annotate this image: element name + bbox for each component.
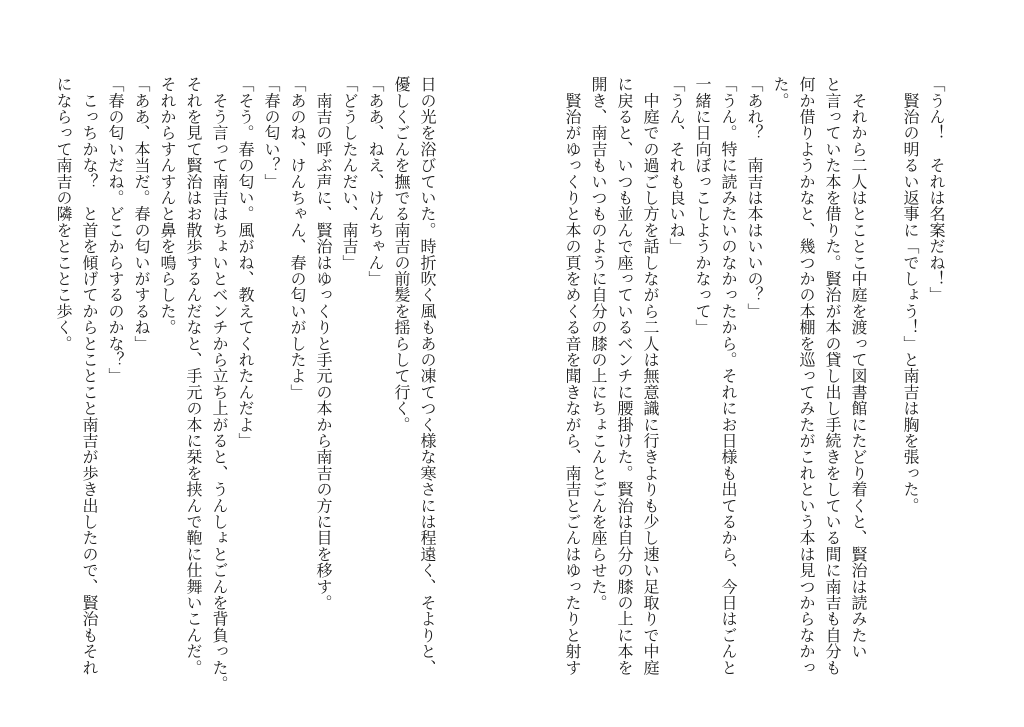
text-line: と言っていた本を借りた。賢治が本の貸し出し手続きをしている間に南吉も自分も — [823, 76, 842, 676]
text-line: 中庭での過ごし方を話しながら二人は無意識に行きよりも少し速い足取りで中庭 — [641, 76, 660, 676]
text-line: 優しくごんを撫でる南吉の前髪を揺らして行く。 — [392, 76, 411, 433]
text-line: 「あれ？ 南吉は本はいいの？」 — [745, 76, 764, 319]
text-line: 賢治がゆっくりと本の頁をめくる音を聞きながら、南吉とごんはゆったりと射す — [563, 76, 582, 676]
text-line: 「うん。特に読みたいのなかったから。それにお日様も出てるから、今日はごんと — [719, 76, 738, 676]
text-line: 一緒に日向ぼっこしようかなって」 — [693, 76, 712, 336]
text-line: 南吉の呼ぶ声に、賢治はゆっくりと手元の本から南吉の方に目を移す。 — [314, 76, 333, 611]
text-line: に戻ると、いつも並んで座っているベンチに腰掛けた。賢治は自分の膝の上に本を — [615, 76, 634, 676]
text-line: それからすんすんと鼻を鳴らした。 — [158, 76, 177, 336]
text-line: そう言って南吉はちょいとベンチから立ち上がると、うんしょとごんを背負った。 — [210, 76, 229, 692]
text-line: 「春の匂い？」 — [262, 76, 281, 190]
text-line: こっちかな？ と首を傾げてからとことこと南吉が歩き出したので、賢治もそれ — [80, 76, 99, 676]
text-line: 「春の匂いだね。どこからするのかな？」 — [106, 76, 125, 384]
text-line: 何か借りようかなと、幾つかの本棚を巡ってみたがこれという本は見つからなかっ — [797, 76, 816, 676]
right-page — [512, 0, 1024, 727]
text-line: 「うん！ それは名案だね！」 — [927, 76, 946, 303]
text-line: それを見て賢治はお散歩するんだなと、手元の本に栞を挟んで鞄に仕舞いこんだ。 — [184, 76, 203, 676]
text-line: 「どうしたんだい、南吉」 — [340, 76, 359, 271]
text-line: 「ああ、本当だ。春の匂いがするね」 — [132, 76, 151, 352]
text-line: 日の光を浴びていた。時折吹く風もあの凍てつく様な寒さには程遠く、そよりと、 — [418, 76, 437, 676]
text-line: それから二人はとことこ中庭を渡って図書館にたどり着くと、賢治は読みたい — [849, 76, 868, 660]
text-line: にならって南吉の隣をとことこ歩く。 — [54, 76, 73, 352]
blank-line — [872, 76, 896, 686]
text-line: 開き、南吉もいつものように自分の膝の上にちょこんとごんを座らせた。 — [589, 76, 608, 611]
text-line: 賢治の明るい返事に「でしょう！」と南吉は胸を張った。 — [901, 76, 920, 514]
text-line: た。 — [771, 76, 790, 109]
text-line: 「うん、それも良いね」 — [667, 76, 686, 255]
text-line: 「ああ、ねえ、けんちゃん」 — [366, 76, 385, 287]
text-line: 「あのね、けんちゃん、春の匂いがしたよ」 — [288, 76, 307, 400]
text-line: 「そう。春の匂い。風がね、教えてくれたんだよ」 — [236, 76, 255, 449]
